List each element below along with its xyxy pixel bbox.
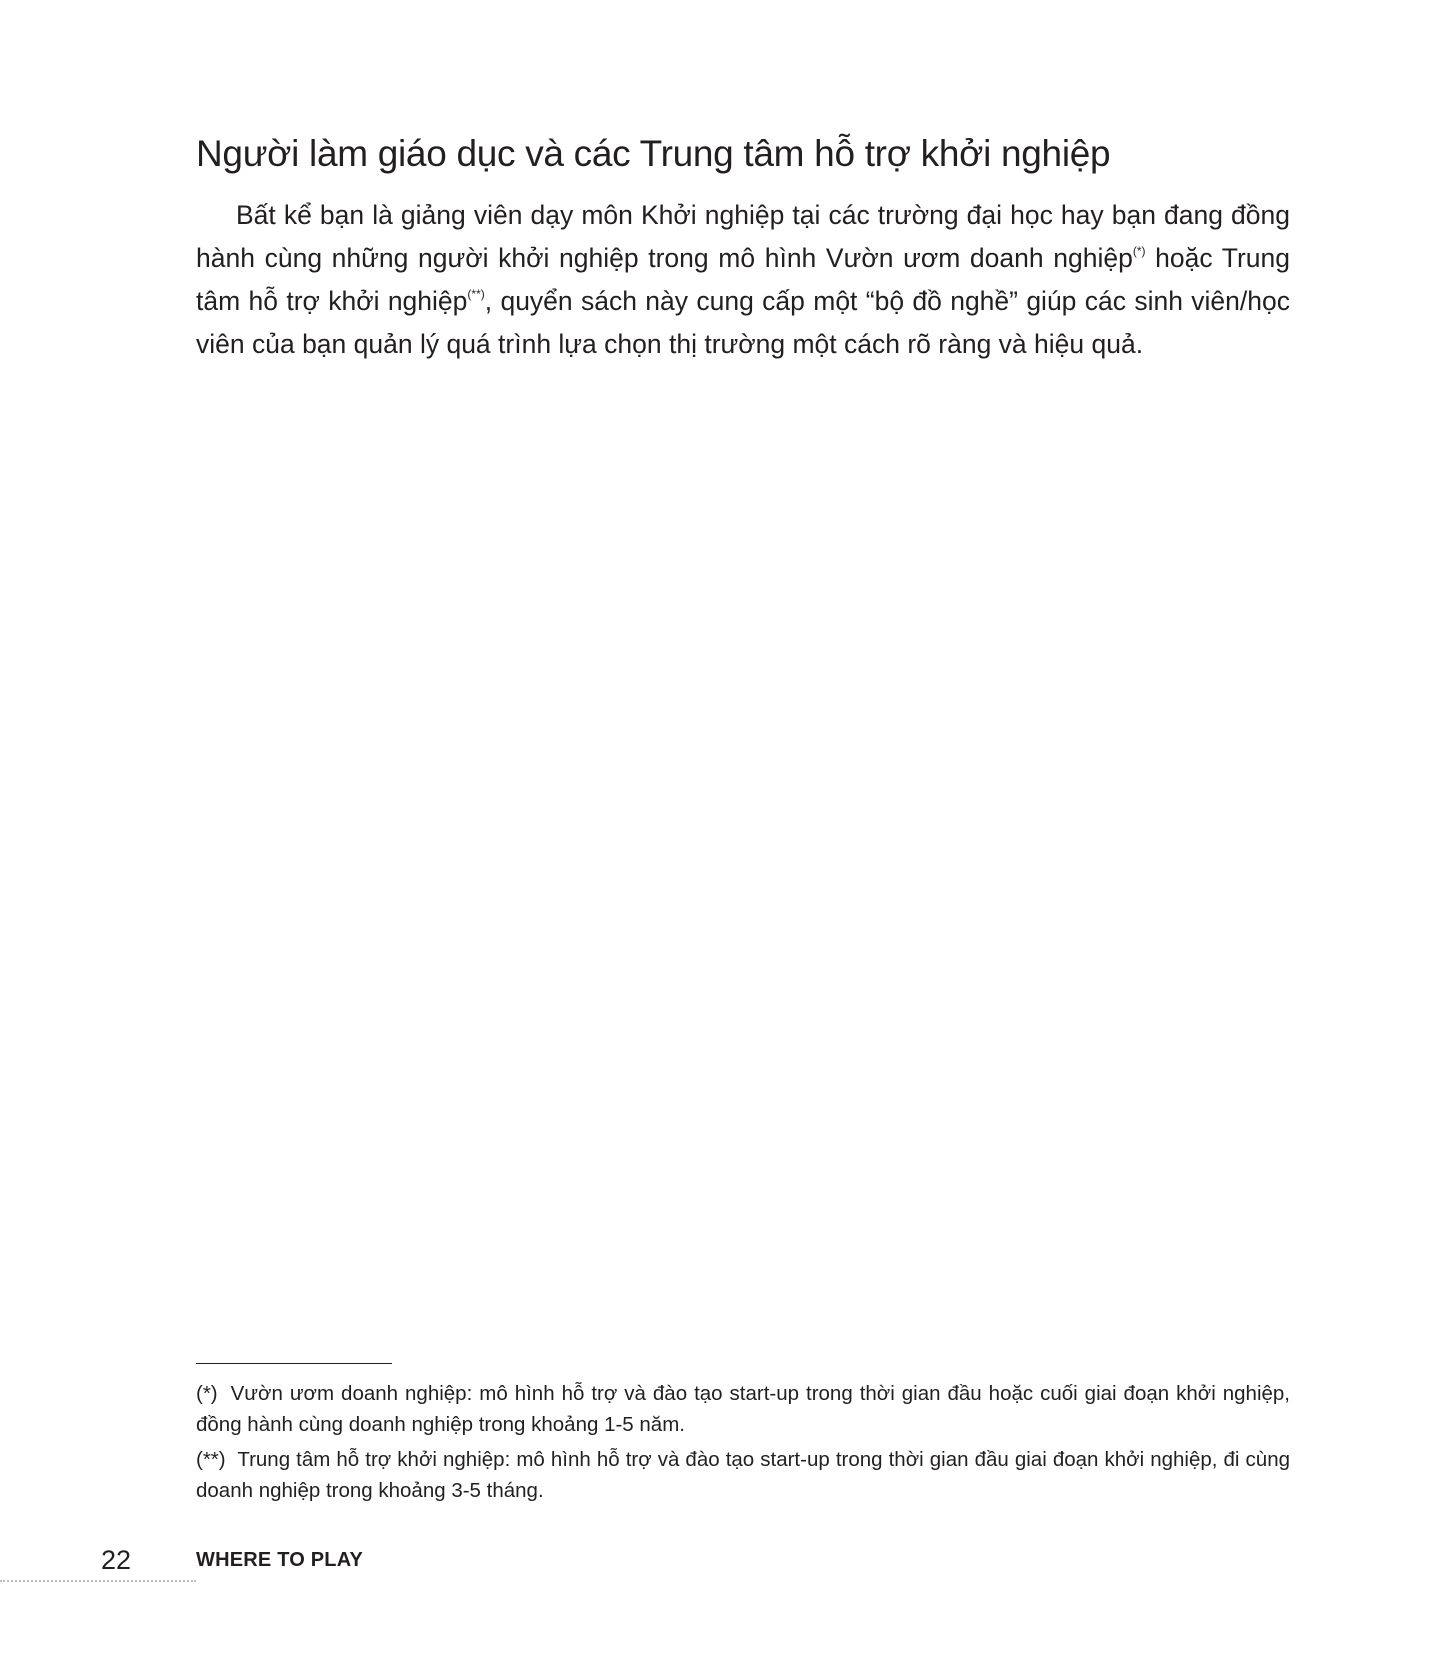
footnote-text: Vườn ươm doanh nghiệp: mô hình hỗ trợ và đào tạo start-up trong thời gian đầu hoặc cuối giai đoạn khởi nghiệp, đồng hành cùng doanh nghiệp trong khoảng 1-5 năm.	[196, 1382, 1291, 1436]
footnote-ref-2: (**)	[467, 287, 485, 302]
footnote-marker: (*)	[196, 1382, 218, 1405]
body-paragraph	[196, 194, 1290, 366]
main-content	[196, 130, 1290, 366]
paragraph-part-1: Bất kể bạn là giảng viên dạy môn Khởi nghiệp tại các trường đại học hay bạn đang đồng hành cùng những người khởi nghiệp trong mô hình Vườn ươm doanh nghiệp	[196, 200, 1290, 273]
running-title: WHERE TO PLAY	[196, 1549, 364, 1571]
page-number: 22	[101, 1545, 132, 1575]
footnote-2	[196, 1444, 1290, 1506]
footnote-ref-1: (*)	[1132, 244, 1146, 259]
footnote-1	[196, 1378, 1290, 1440]
paragraph-part-3: , quyển sách này cung cấp một “bộ đồ nghề” giúp các sinh viên/học viên của bạn quản lý quá trình lựa chọn thị trường một cách rõ ràng và hiệu quả.	[196, 286, 1290, 359]
footnotes	[196, 1378, 1290, 1510]
paragraph-part-2: hoặc Trung tâm hỗ trợ khởi nghiệp	[196, 243, 1290, 316]
footnote-divider	[196, 1363, 392, 1364]
section-heading: Người làm giáo dục và các Trung tâm hỗ trợ khởi nghiệp	[196, 133, 1111, 174]
footer-dotted-rule	[0, 1580, 196, 1582]
footnote-text: Trung tâm hỗ trợ khởi nghiệp: mô hình hỗ trợ và đào tạo start-up trong thời gian đầu giai đoạn khởi nghiệp, đi cùng doanh nghiệp trong khoảng 3-5 tháng.	[196, 1448, 1290, 1502]
footnote-marker: (**)	[196, 1448, 226, 1471]
